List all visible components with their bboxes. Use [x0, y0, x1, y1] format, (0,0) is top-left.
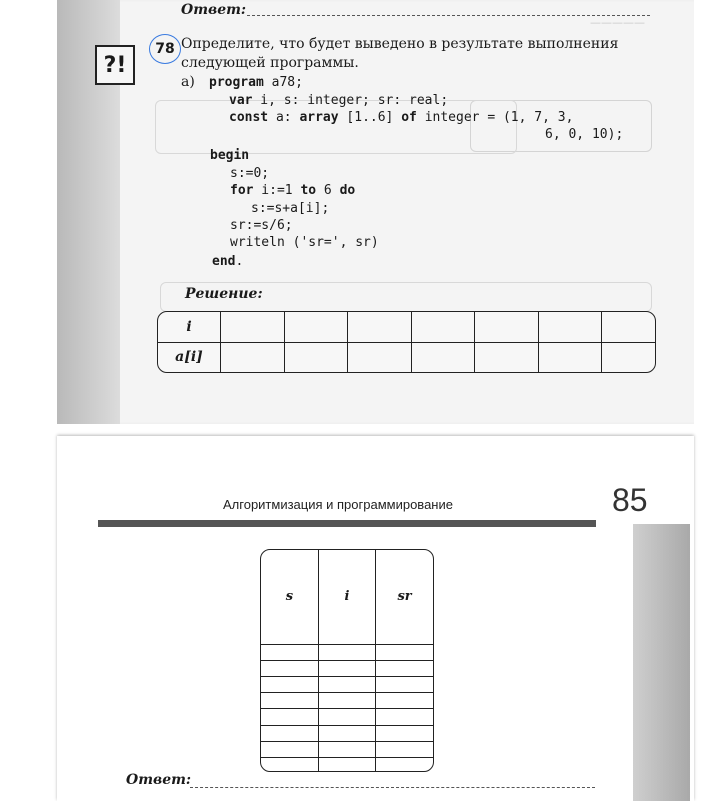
table-cell[interactable] [376, 644, 433, 660]
table-cell[interactable] [376, 757, 433, 771]
table-cell[interactable] [538, 312, 602, 342]
right-gutter-shadow [633, 524, 690, 801]
table-cell[interactable] [261, 725, 318, 741]
code-line: writeln ('sr=', sr) [230, 235, 379, 250]
code-line: program a78; [209, 75, 303, 90]
row-header: i [158, 312, 221, 342]
table-cell[interactable] [376, 709, 433, 725]
code-line: begin [210, 148, 250, 163]
trace-table-i-ai [157, 311, 656, 373]
code-line: var i, s: integer; sr: real; [229, 93, 449, 108]
table-cell[interactable] [376, 741, 433, 757]
code-line: end. [212, 254, 244, 269]
task-number: 78 [149, 34, 181, 64]
column-header: s [261, 550, 318, 644]
table-cell[interactable] [318, 644, 375, 660]
column-header: sr [376, 550, 433, 644]
table-cell[interactable] [261, 660, 318, 676]
table-cell[interactable] [284, 342, 348, 372]
code-line: 6, 0, 10); [545, 127, 624, 142]
table-cell[interactable] [318, 725, 375, 741]
table-cell[interactable] [261, 644, 318, 660]
answer-label: Ответ: [126, 772, 192, 788]
table-row [261, 757, 433, 771]
table-row [261, 725, 433, 741]
table-cell[interactable] [376, 660, 433, 676]
table-cell[interactable] [348, 312, 412, 342]
column-header: i [318, 550, 375, 644]
bleed-through-text: ————— [590, 16, 645, 29]
table-cell[interactable] [318, 709, 375, 725]
table-cell[interactable] [261, 709, 318, 725]
code-line: s:=s+a[i]; [251, 201, 330, 216]
code-line: const a: array [1..6] of integer = (1, 7, 3, [229, 110, 574, 125]
table-cell[interactable] [475, 312, 539, 342]
bleed-through-text [440, 555, 610, 615]
answer-line[interactable] [190, 787, 595, 788]
code-line: sr:=s/6; [230, 218, 293, 233]
table-cell[interactable] [376, 693, 433, 709]
task-text-line: следующей программы. [181, 55, 359, 71]
table-row [158, 312, 655, 342]
code-line: s:=0; [230, 166, 270, 181]
task-statement [181, 35, 656, 73]
question-mark-icon: ?! [95, 45, 135, 85]
table-cell[interactable] [221, 342, 285, 372]
table-row [261, 709, 433, 725]
table-row [261, 660, 433, 676]
table-cell[interactable] [318, 693, 375, 709]
task-text-line: Определите, что будет выведено в результате выполнения [181, 36, 619, 52]
table-cell[interactable] [318, 741, 375, 757]
part-label: а) [181, 74, 195, 90]
table-cell[interactable] [348, 342, 412, 372]
running-title: Алгоритмизация и программирование [223, 497, 453, 512]
table-cell[interactable] [318, 660, 375, 676]
table-cell[interactable] [318, 757, 375, 771]
table-cell[interactable] [261, 741, 318, 757]
table-cell[interactable] [284, 312, 348, 342]
table-row [261, 741, 433, 757]
row-header: a[i] [158, 342, 221, 372]
table-cell[interactable] [261, 693, 318, 709]
answer-line[interactable] [247, 15, 650, 16]
table-cell[interactable] [602, 342, 655, 372]
page-number: 85 [612, 482, 648, 518]
table-cell[interactable] [376, 725, 433, 741]
table-cell[interactable] [411, 312, 475, 342]
table-cell[interactable] [475, 342, 539, 372]
table-cell[interactable] [376, 677, 433, 693]
table-cell[interactable] [261, 757, 318, 771]
solution-label: Решение: [185, 286, 263, 302]
table-cell[interactable] [411, 342, 475, 372]
table-cell[interactable] [318, 677, 375, 693]
table-row [261, 644, 433, 660]
table-row [261, 677, 433, 693]
table-row [158, 342, 655, 372]
code-line: for i:=1 to 6 do [230, 183, 356, 198]
table-row [261, 550, 433, 644]
table-cell[interactable] [221, 312, 285, 342]
table-cell[interactable] [261, 677, 318, 693]
answer-label: Ответ: [181, 2, 247, 18]
trace-table-s-i-sr [260, 549, 434, 772]
table-cell[interactable] [538, 342, 602, 372]
table-row [261, 693, 433, 709]
header-rule [98, 520, 596, 527]
table-cell[interactable] [602, 312, 655, 342]
